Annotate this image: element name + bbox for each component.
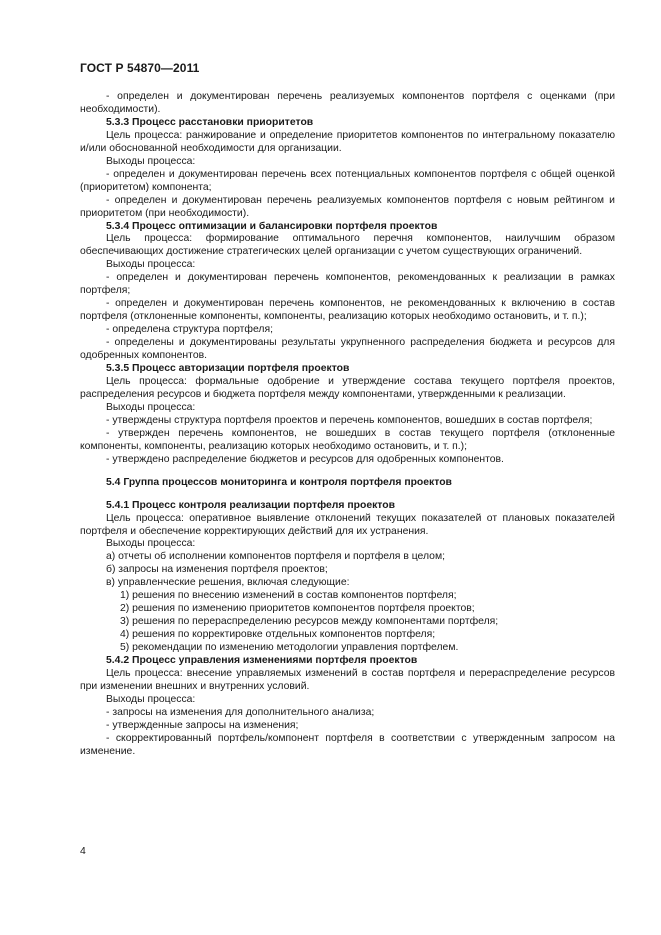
- paragraph: б) запросы на изменения портфеля проектов;: [106, 564, 328, 576]
- paragraph: - определен и документирован перечень реализуемых компонентов портфеля с новым рейтингом и приоритетом (при необходимости).: [80, 194, 615, 219]
- section-heading: 5.4.1 Процесс контроля реализации портфеля проектов: [106, 499, 395, 511]
- paragraph: - определен и документирован перечень компонентов, рекомендованных к реализации в рамках портфеля;: [80, 272, 615, 297]
- paragraph: Выходы процесса:: [106, 538, 196, 550]
- section-heading: 5.4 Группа процессов мониторинга и контроля портфеля проектов: [106, 476, 452, 488]
- section-heading: 5.3.4 Процесс оптимизации и балансировки портфеля проектов: [106, 220, 438, 232]
- paragraph: Цель процесса: формальные одобрение и утверждение состава текущего портфеля проектов, распределения ресурсов и бюджета портфеля между компонентами, утвержденными к реализации.: [80, 375, 615, 400]
- paragraph: Цель процесса: внесение управляемых изменений в состав портфеля и перераспределение ресурсов при изменении внешних и внутренних условий.: [80, 667, 615, 692]
- paragraph: - утвержденные запросы на изменения;: [106, 719, 299, 731]
- paragraph: а) отчеты об исполнении компонентов портфеля и портфеля в целом;: [106, 551, 445, 563]
- document-body: [80, 91, 615, 759]
- paragraph: - определена структура портфеля;: [106, 324, 273, 336]
- paragraph: 3) решения по перераспределению ресурсов между компонентами портфеля;: [120, 616, 499, 628]
- paragraph: - утверждены структура портфеля проектов и перечень компонентов, вошедших в состав портфеля;: [106, 414, 593, 426]
- paragraph: Выходы процесса:: [106, 693, 196, 705]
- paragraph: - утверждено распределение бюджетов и ресурсов для одобренных компонентов.: [106, 453, 504, 465]
- paragraph: Цель процесса: оперативное выявление отклонений текущих показателей от плановых показателей портфеля и обеспечение корректирующих действий для их устранения.: [80, 512, 615, 537]
- paragraph: - запросы на изменения для дополнительного анализа;: [106, 706, 375, 718]
- section-heading: 5.3.5 Процесс авторизации портфеля проектов: [106, 363, 350, 375]
- document-header: ГОСТ Р 54870—2011: [80, 61, 200, 75]
- paragraph: - определен и документирован перечень компонентов, не рекомендованных к включению в состав портфеля (отклоненные компоненты, компоненты, реализацию которых необходимо остановить, и т. п.);: [80, 298, 615, 323]
- paragraph: - определен и документирован перечень всех потенциальных компонентов портфеля с общей оценкой (приоритетом) компонента;: [80, 168, 615, 193]
- paragraph: Выходы процесса:: [106, 155, 196, 167]
- paragraph: 1) решения по внесению изменений в состав компонентов портфеля;: [120, 590, 457, 602]
- paragraph: Выходы процесса:: [106, 401, 196, 413]
- paragraph: Цель процесса: ранжирование и определение приоритетов компонентов по интегральному показателю и/или обоснованной необходимости для организации.: [80, 129, 615, 154]
- paragraph: - скорректированный портфель/компонент портфеля в соответствии с утвержденным запросом на изменение.: [80, 732, 615, 757]
- paragraph: - утвержден перечень компонентов, не вошедших в состав текущего портфеля (отклоненные компоненты, компоненты, реализацию которых необходимо остановить, и т. п.);: [80, 427, 615, 452]
- paragraph: в) управленческие решения, включая следующие:: [106, 577, 350, 589]
- paragraph: Выходы процесса:: [106, 259, 196, 271]
- page-number: 4: [80, 846, 86, 857]
- paragraph: - определены и документированы результаты укрупненного распределения бюджета и ресурсов для одобренных компонентов.: [80, 337, 615, 362]
- paragraph: Цель процесса: формирование оптимального перечня компонентов, наилучшим образом обеспечивающих достижение стратегических целей организации с учетом существующих ограничений.: [80, 233, 615, 258]
- paragraph: 5) рекомендации по изменению методологии управления портфелем.: [120, 642, 459, 654]
- paragraph: 4) решения по корректировке отдельных компонентов портфеля;: [120, 629, 436, 641]
- section-heading: 5.3.3 Процесс расстановки приоритетов: [106, 116, 314, 128]
- paragraph: - определен и документирован перечень реализуемых компонентов портфеля с оценками (при необходимости).: [80, 91, 615, 115]
- section-heading: 5.4.2 Процесс управления изменениями портфеля проектов: [106, 655, 418, 667]
- paragraph: 2) решения по изменению приоритетов компонентов портфеля проектов;: [120, 603, 475, 615]
